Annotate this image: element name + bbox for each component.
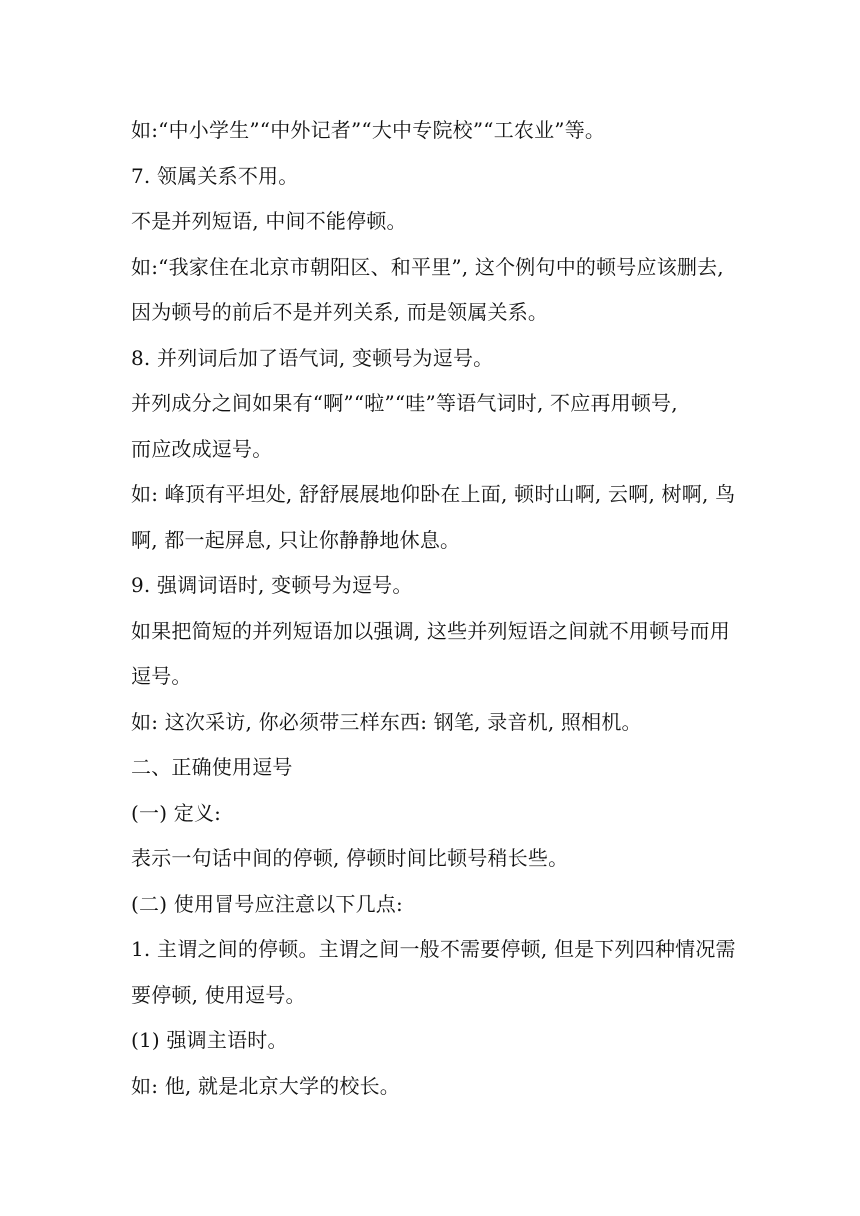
section-heading: 二、正确使用逗号: [131, 755, 293, 779]
example-line: 如: 他, 就是北京大学的校长。: [131, 1073, 401, 1098]
text-line: 因为顿号的前后不是并列关系, 而是领属关系。: [131, 300, 549, 324]
text-line: 逗号。: [131, 664, 192, 688]
text-line-example-compound-words: 如:“中小学生”“中外记者”“大中专院校”“工农业”等。: [131, 118, 606, 142]
subsection-heading: (一) 定义:: [131, 800, 222, 825]
example-line: 如: 峰顶有平坦处, 舒舒展展地仰卧在上面, 顿时山啊, 云啊, 树啊, 鸟: [131, 482, 736, 506]
text-line: 如果把简短的并列短语加以强调, 这些并列短语之间就不用顿号而用: [131, 618, 730, 643]
rule-heading-8: 8. 并列词后加了语气词, 变顿号为逗号。: [131, 345, 494, 370]
text-line: 而应改成逗号。: [131, 436, 273, 461]
example-line: 如: 这次采访, 你必须带三样东西: 钢笔, 录音机, 照相机。: [131, 709, 642, 734]
rule-heading-1: 1. 主谓之间的停顿。主谓之间一般不需要停顿, 但是下列四种情况需: [131, 937, 736, 961]
text-line: 要停顿, 使用逗号。: [131, 982, 306, 1007]
rule-heading-7: 7. 领属关系不用。: [131, 163, 299, 188]
example-line: 如:“我家住在北京市朝阳区、和平里”, 这个例句中的顿号应该删去,: [131, 254, 724, 279]
text-line: 表示一句话中间的停顿, 停顿时间比顿号稍长些。: [131, 846, 569, 870]
text-line: 不是并列短语, 中间不能停顿。: [131, 209, 407, 233]
text-line: 并列成分之间如果有“啊”“啦”“哇”等语气词时, 不应再用顿号,: [131, 391, 678, 415]
rule-heading-9: 9. 强调词语时, 变顿号为逗号。: [131, 573, 413, 597]
subsection-heading: (二) 使用冒号应注意以下几点:: [131, 891, 403, 916]
text-line: 啊, 都一起屏息, 只让你静静地休息。: [131, 527, 461, 552]
document-body: [131, 108, 736, 1109]
sub-rule-heading: (1) 强调主语时。: [131, 1028, 288, 1052]
